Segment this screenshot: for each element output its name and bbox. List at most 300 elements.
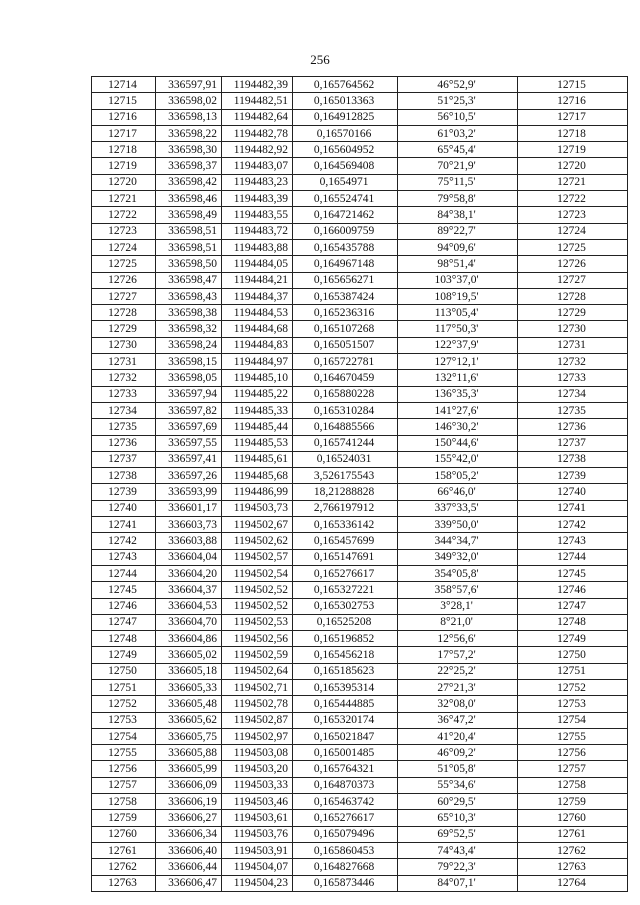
angle-cell: 89°22,7' xyxy=(398,223,518,239)
point-number-cell: 12729 xyxy=(92,321,156,337)
point-number-cell: 12751 xyxy=(92,679,156,695)
y-coordinate-cell: 1194486,99 xyxy=(222,484,293,500)
distance-cell: 0,165880228 xyxy=(293,386,398,402)
table-row xyxy=(92,239,628,255)
point-number-cell: 12738 xyxy=(92,468,156,484)
point-number-cell: 12761 xyxy=(92,842,156,858)
next-point-cell: 12743 xyxy=(518,533,628,549)
table-row xyxy=(92,142,628,158)
x-coordinate-cell: 336605,48 xyxy=(156,696,222,712)
table-row xyxy=(92,712,628,728)
y-coordinate-cell: 1194502,67 xyxy=(222,517,293,533)
x-coordinate-cell: 336598,42 xyxy=(156,174,222,190)
table-row xyxy=(92,582,628,598)
angle-cell: 84°38,1' xyxy=(398,207,518,223)
table-row xyxy=(92,549,628,565)
table-row xyxy=(92,386,628,402)
x-coordinate-cell: 336605,62 xyxy=(156,712,222,728)
angle-cell: 75°11,5' xyxy=(398,174,518,190)
table-row xyxy=(92,419,628,435)
distance-cell: 0,165457699 xyxy=(293,533,398,549)
angle-cell: 141°27,6' xyxy=(398,402,518,418)
table-row xyxy=(92,354,628,370)
x-coordinate-cell: 336598,15 xyxy=(156,354,222,370)
table-row xyxy=(92,321,628,337)
next-point-cell: 12761 xyxy=(518,826,628,842)
next-point-cell: 12756 xyxy=(518,745,628,761)
angle-cell: 84°07,1' xyxy=(398,875,518,891)
angle-cell: 358°57,6' xyxy=(398,582,518,598)
distance-cell: 0,165387424 xyxy=(293,288,398,304)
angle-cell: 51°05,8' xyxy=(398,761,518,777)
next-point-cell: 12747 xyxy=(518,598,628,614)
angle-cell: 46°09,2' xyxy=(398,745,518,761)
angle-cell: 122°37,9' xyxy=(398,337,518,353)
y-coordinate-cell: 1194502,87 xyxy=(222,712,293,728)
angle-cell: 36°47,2' xyxy=(398,712,518,728)
table-row xyxy=(92,598,628,614)
distance-cell: 0,165013363 xyxy=(293,93,398,109)
point-number-cell: 12747 xyxy=(92,614,156,630)
y-coordinate-cell: 1194484,37 xyxy=(222,288,293,304)
next-point-cell: 12732 xyxy=(518,354,628,370)
angle-cell: 46°52,9' xyxy=(398,77,518,93)
next-point-cell: 12752 xyxy=(518,679,628,695)
point-number-cell: 12714 xyxy=(92,77,156,93)
point-number-cell: 12763 xyxy=(92,875,156,891)
distance-cell: 0,165463742 xyxy=(293,794,398,810)
next-point-cell: 12720 xyxy=(518,158,628,174)
next-point-cell: 12715 xyxy=(518,77,628,93)
table-row xyxy=(92,745,628,761)
y-coordinate-cell: 1194502,54 xyxy=(222,565,293,581)
distance-cell: 0,165873446 xyxy=(293,875,398,891)
y-coordinate-cell: 1194504,07 xyxy=(222,859,293,875)
table-row xyxy=(92,663,628,679)
distance-cell: 0,164912825 xyxy=(293,109,398,125)
angle-cell: 65°45,4' xyxy=(398,142,518,158)
x-coordinate-cell: 336598,05 xyxy=(156,370,222,386)
next-point-cell: 12751 xyxy=(518,663,628,679)
point-number-cell: 12717 xyxy=(92,125,156,141)
next-point-cell: 12748 xyxy=(518,614,628,630)
next-point-cell: 12728 xyxy=(518,288,628,304)
table-row xyxy=(92,517,628,533)
table-row xyxy=(92,679,628,695)
next-point-cell: 12760 xyxy=(518,810,628,826)
x-coordinate-cell: 336605,18 xyxy=(156,663,222,679)
x-coordinate-cell: 336598,30 xyxy=(156,142,222,158)
next-point-cell: 12755 xyxy=(518,728,628,744)
page-number: 256 xyxy=(310,52,330,67)
next-point-cell: 12731 xyxy=(518,337,628,353)
point-number-cell: 12723 xyxy=(92,223,156,239)
y-coordinate-cell: 1194502,52 xyxy=(222,598,293,614)
distance-cell: 0,165435788 xyxy=(293,239,398,255)
next-point-cell: 12736 xyxy=(518,419,628,435)
distance-cell: 0,165444885 xyxy=(293,696,398,712)
distance-cell: 0,165456218 xyxy=(293,647,398,663)
table-row xyxy=(92,191,628,207)
angle-cell: 3°28,1' xyxy=(398,598,518,614)
point-number-cell: 12757 xyxy=(92,777,156,793)
y-coordinate-cell: 1194503,20 xyxy=(222,761,293,777)
x-coordinate-cell: 336604,70 xyxy=(156,614,222,630)
next-point-cell: 12759 xyxy=(518,794,628,810)
angle-cell: 70°21,9' xyxy=(398,158,518,174)
point-number-cell: 12759 xyxy=(92,810,156,826)
y-coordinate-cell: 1194482,78 xyxy=(222,125,293,141)
angle-cell: 158°05,2' xyxy=(398,468,518,484)
next-point-cell: 12745 xyxy=(518,565,628,581)
point-number-cell: 12731 xyxy=(92,354,156,370)
y-coordinate-cell: 1194502,62 xyxy=(222,533,293,549)
point-number-cell: 12733 xyxy=(92,386,156,402)
point-number-cell: 12718 xyxy=(92,142,156,158)
next-point-cell: 12719 xyxy=(518,142,628,158)
distance-cell: 0,165107268 xyxy=(293,321,398,337)
distance-cell: 0,164569408 xyxy=(293,158,398,174)
next-point-cell: 12717 xyxy=(518,109,628,125)
y-coordinate-cell: 1194503,76 xyxy=(222,826,293,842)
y-coordinate-cell: 1194502,56 xyxy=(222,631,293,647)
x-coordinate-cell: 336606,34 xyxy=(156,826,222,842)
distance-cell: 0,165722781 xyxy=(293,354,398,370)
table-row xyxy=(92,794,628,810)
y-coordinate-cell: 1194484,05 xyxy=(222,256,293,272)
angle-cell: 117°50,3' xyxy=(398,321,518,337)
point-number-cell: 12758 xyxy=(92,794,156,810)
angle-cell: 155°42,0' xyxy=(398,451,518,467)
table-row xyxy=(92,402,628,418)
next-point-cell: 12764 xyxy=(518,875,628,891)
distance-cell: 0,165276617 xyxy=(293,810,398,826)
distance-cell: 0,164721462 xyxy=(293,207,398,223)
point-number-cell: 12739 xyxy=(92,484,156,500)
point-number-cell: 12752 xyxy=(92,696,156,712)
angle-cell: 354°05,8' xyxy=(398,565,518,581)
y-coordinate-cell: 1194503,46 xyxy=(222,794,293,810)
next-point-cell: 12726 xyxy=(518,256,628,272)
point-number-cell: 12742 xyxy=(92,533,156,549)
x-coordinate-cell: 336598,51 xyxy=(156,223,222,239)
x-coordinate-cell: 336605,02 xyxy=(156,647,222,663)
table-row xyxy=(92,93,628,109)
next-point-cell: 12725 xyxy=(518,239,628,255)
table-row xyxy=(92,533,628,549)
table-row xyxy=(92,109,628,125)
point-number-cell: 12720 xyxy=(92,174,156,190)
distance-cell: 2,766197912 xyxy=(293,500,398,516)
y-coordinate-cell: 1194483,88 xyxy=(222,239,293,255)
y-coordinate-cell: 1194504,23 xyxy=(222,875,293,891)
point-number-cell: 12755 xyxy=(92,745,156,761)
table-row xyxy=(92,223,628,239)
x-coordinate-cell: 336598,22 xyxy=(156,125,222,141)
x-coordinate-cell: 336606,09 xyxy=(156,777,222,793)
y-coordinate-cell: 1194482,51 xyxy=(222,93,293,109)
y-coordinate-cell: 1194483,72 xyxy=(222,223,293,239)
point-number-cell: 12743 xyxy=(92,549,156,565)
y-coordinate-cell: 1194502,64 xyxy=(222,663,293,679)
angle-cell: 32°08,0' xyxy=(398,696,518,712)
next-point-cell: 12730 xyxy=(518,321,628,337)
table-row xyxy=(92,77,628,93)
angle-cell: 55°34,6' xyxy=(398,777,518,793)
distance-cell: 0,16570166 xyxy=(293,125,398,141)
angle-cell: 8°21,0' xyxy=(398,614,518,630)
table-row xyxy=(92,174,628,190)
x-coordinate-cell: 336598,37 xyxy=(156,158,222,174)
distance-cell: 0,165764562 xyxy=(293,77,398,93)
angle-cell: 113°05,4' xyxy=(398,305,518,321)
y-coordinate-cell: 1194484,97 xyxy=(222,354,293,370)
next-point-cell: 12734 xyxy=(518,386,628,402)
next-point-cell: 12723 xyxy=(518,207,628,223)
point-number-cell: 12749 xyxy=(92,647,156,663)
table-row xyxy=(92,158,628,174)
point-number-cell: 12736 xyxy=(92,435,156,451)
angle-cell: 79°22,3' xyxy=(398,859,518,875)
distance-cell: 0,165185623 xyxy=(293,663,398,679)
coordinate-table xyxy=(91,76,628,892)
x-coordinate-cell: 336605,88 xyxy=(156,745,222,761)
next-point-cell: 12735 xyxy=(518,402,628,418)
point-number-cell: 12724 xyxy=(92,239,156,255)
point-number-cell: 12730 xyxy=(92,337,156,353)
y-coordinate-cell: 1194502,71 xyxy=(222,679,293,695)
x-coordinate-cell: 336606,19 xyxy=(156,794,222,810)
table-row xyxy=(92,647,628,663)
point-number-cell: 12760 xyxy=(92,826,156,842)
x-coordinate-cell: 336605,99 xyxy=(156,761,222,777)
y-coordinate-cell: 1194482,92 xyxy=(222,142,293,158)
angle-cell: 146°30,2' xyxy=(398,419,518,435)
angle-cell: 108°19,5' xyxy=(398,288,518,304)
table-row xyxy=(92,631,628,647)
distance-cell: 0,165196852 xyxy=(293,631,398,647)
distance-cell: 0,16525208 xyxy=(293,614,398,630)
y-coordinate-cell: 1194485,10 xyxy=(222,370,293,386)
x-coordinate-cell: 336597,41 xyxy=(156,451,222,467)
point-number-cell: 12719 xyxy=(92,158,156,174)
table-row xyxy=(92,337,628,353)
x-coordinate-cell: 336593,99 xyxy=(156,484,222,500)
next-point-cell: 12733 xyxy=(518,370,628,386)
point-number-cell: 12715 xyxy=(92,93,156,109)
distance-cell: 0,165147691 xyxy=(293,549,398,565)
point-number-cell: 12726 xyxy=(92,272,156,288)
distance-cell: 0,165021847 xyxy=(293,728,398,744)
table-row xyxy=(92,468,628,484)
point-number-cell: 12744 xyxy=(92,565,156,581)
y-coordinate-cell: 1194502,59 xyxy=(222,647,293,663)
y-coordinate-cell: 1194484,68 xyxy=(222,321,293,337)
point-number-cell: 12727 xyxy=(92,288,156,304)
x-coordinate-cell: 336603,88 xyxy=(156,533,222,549)
distance-cell: 0,165051507 xyxy=(293,337,398,353)
angle-cell: 98°51,4' xyxy=(398,256,518,272)
distance-cell: 0,165236316 xyxy=(293,305,398,321)
x-coordinate-cell: 336601,17 xyxy=(156,500,222,516)
table-row xyxy=(92,761,628,777)
x-coordinate-cell: 336598,50 xyxy=(156,256,222,272)
x-coordinate-cell: 336598,32 xyxy=(156,321,222,337)
x-coordinate-cell: 336604,86 xyxy=(156,631,222,647)
next-point-cell: 12716 xyxy=(518,93,628,109)
distance-cell: 0,164885566 xyxy=(293,419,398,435)
y-coordinate-cell: 1194484,21 xyxy=(222,272,293,288)
y-coordinate-cell: 1194503,91 xyxy=(222,842,293,858)
point-number-cell: 12721 xyxy=(92,191,156,207)
table-row xyxy=(92,370,628,386)
x-coordinate-cell: 336597,26 xyxy=(156,468,222,484)
x-coordinate-cell: 336597,94 xyxy=(156,386,222,402)
table-row xyxy=(92,728,628,744)
next-point-cell: 12757 xyxy=(518,761,628,777)
table-row xyxy=(92,875,628,891)
x-coordinate-cell: 336603,73 xyxy=(156,517,222,533)
distance-cell: 0,164967148 xyxy=(293,256,398,272)
table-row xyxy=(92,305,628,321)
point-number-cell: 12741 xyxy=(92,517,156,533)
coordinate-table-body xyxy=(92,77,628,892)
angle-cell: 344°34,7' xyxy=(398,533,518,549)
table-row xyxy=(92,565,628,581)
distance-cell: 0,165764321 xyxy=(293,761,398,777)
distance-cell: 0,1654971 xyxy=(293,174,398,190)
angle-cell: 79°58,8' xyxy=(398,191,518,207)
angle-cell: 27°21,3' xyxy=(398,679,518,695)
angle-cell: 60°29,5' xyxy=(398,794,518,810)
table-row xyxy=(92,435,628,451)
y-coordinate-cell: 1194485,61 xyxy=(222,451,293,467)
distance-cell: 0,166009759 xyxy=(293,223,398,239)
point-number-cell: 12722 xyxy=(92,207,156,223)
table-row xyxy=(92,859,628,875)
distance-cell: 0,165302753 xyxy=(293,598,398,614)
next-point-cell: 12762 xyxy=(518,842,628,858)
angle-cell: 22°25,2' xyxy=(398,663,518,679)
angle-cell: 51°25,3' xyxy=(398,93,518,109)
next-point-cell: 12718 xyxy=(518,125,628,141)
point-number-cell: 12735 xyxy=(92,419,156,435)
distance-cell: 0,16524031 xyxy=(293,451,398,467)
x-coordinate-cell: 336598,46 xyxy=(156,191,222,207)
y-coordinate-cell: 1194483,39 xyxy=(222,191,293,207)
y-coordinate-cell: 1194482,64 xyxy=(222,109,293,125)
angle-cell: 94°09,6' xyxy=(398,239,518,255)
table-row xyxy=(92,810,628,826)
x-coordinate-cell: 336598,13 xyxy=(156,109,222,125)
angle-cell: 349°32,0' xyxy=(398,549,518,565)
point-number-cell: 12728 xyxy=(92,305,156,321)
angle-cell: 136°35,3' xyxy=(398,386,518,402)
distance-cell: 0,165524741 xyxy=(293,191,398,207)
distance-cell: 0,164827668 xyxy=(293,859,398,875)
x-coordinate-cell: 336605,33 xyxy=(156,679,222,695)
angle-cell: 12°56,6' xyxy=(398,631,518,647)
y-coordinate-cell: 1194503,61 xyxy=(222,810,293,826)
y-coordinate-cell: 1194502,52 xyxy=(222,582,293,598)
angle-cell: 41°20,4' xyxy=(398,728,518,744)
table-row xyxy=(92,451,628,467)
table-row xyxy=(92,826,628,842)
y-coordinate-cell: 1194484,53 xyxy=(222,305,293,321)
x-coordinate-cell: 336605,75 xyxy=(156,728,222,744)
point-number-cell: 12732 xyxy=(92,370,156,386)
y-coordinate-cell: 1194483,07 xyxy=(222,158,293,174)
table-row xyxy=(92,125,628,141)
point-number-cell: 12746 xyxy=(92,598,156,614)
angle-cell: 56°10,5' xyxy=(398,109,518,125)
next-point-cell: 12758 xyxy=(518,777,628,793)
x-coordinate-cell: 336606,40 xyxy=(156,842,222,858)
y-coordinate-cell: 1194483,23 xyxy=(222,174,293,190)
x-coordinate-cell: 336604,20 xyxy=(156,565,222,581)
y-coordinate-cell: 1194503,08 xyxy=(222,745,293,761)
x-coordinate-cell: 336598,24 xyxy=(156,337,222,353)
distance-cell: 0,165604952 xyxy=(293,142,398,158)
angle-cell: 103°37,0' xyxy=(398,272,518,288)
next-point-cell: 12737 xyxy=(518,435,628,451)
distance-cell: 0,165310284 xyxy=(293,402,398,418)
point-number-cell: 12737 xyxy=(92,451,156,467)
table-row xyxy=(92,256,628,272)
distance-cell: 0,165336142 xyxy=(293,517,398,533)
x-coordinate-cell: 336598,43 xyxy=(156,288,222,304)
x-coordinate-cell: 336606,44 xyxy=(156,859,222,875)
distance-cell: 0,164870373 xyxy=(293,777,398,793)
next-point-cell: 12763 xyxy=(518,859,628,875)
point-number-cell: 12745 xyxy=(92,582,156,598)
distance-cell: 0,165327221 xyxy=(293,582,398,598)
x-coordinate-cell: 336598,02 xyxy=(156,93,222,109)
table-row xyxy=(92,842,628,858)
next-point-cell: 12739 xyxy=(518,468,628,484)
angle-cell: 339°50,0' xyxy=(398,517,518,533)
next-point-cell: 12740 xyxy=(518,484,628,500)
x-coordinate-cell: 336606,47 xyxy=(156,875,222,891)
x-coordinate-cell: 336597,91 xyxy=(156,77,222,93)
angle-cell: 65°10,3' xyxy=(398,810,518,826)
table-row xyxy=(92,207,628,223)
next-point-cell: 12721 xyxy=(518,174,628,190)
distance-cell: 0,165860453 xyxy=(293,842,398,858)
y-coordinate-cell: 1194485,53 xyxy=(222,435,293,451)
y-coordinate-cell: 1194502,78 xyxy=(222,696,293,712)
y-coordinate-cell: 1194503,33 xyxy=(222,777,293,793)
next-point-cell: 12746 xyxy=(518,582,628,598)
y-coordinate-cell: 1194482,39 xyxy=(222,77,293,93)
x-coordinate-cell: 336604,37 xyxy=(156,582,222,598)
angle-cell: 150°44,6' xyxy=(398,435,518,451)
angle-cell: 132°11,6' xyxy=(398,370,518,386)
next-point-cell: 12754 xyxy=(518,712,628,728)
distance-cell: 0,165079496 xyxy=(293,826,398,842)
x-coordinate-cell: 336598,38 xyxy=(156,305,222,321)
x-coordinate-cell: 336598,51 xyxy=(156,239,222,255)
table-row xyxy=(92,696,628,712)
x-coordinate-cell: 336598,49 xyxy=(156,207,222,223)
table-row xyxy=(92,777,628,793)
point-number-cell: 12748 xyxy=(92,631,156,647)
next-point-cell: 12724 xyxy=(518,223,628,239)
y-coordinate-cell: 1194502,97 xyxy=(222,728,293,744)
next-point-cell: 12744 xyxy=(518,549,628,565)
angle-cell: 61°03,2' xyxy=(398,125,518,141)
x-coordinate-cell: 336597,82 xyxy=(156,402,222,418)
